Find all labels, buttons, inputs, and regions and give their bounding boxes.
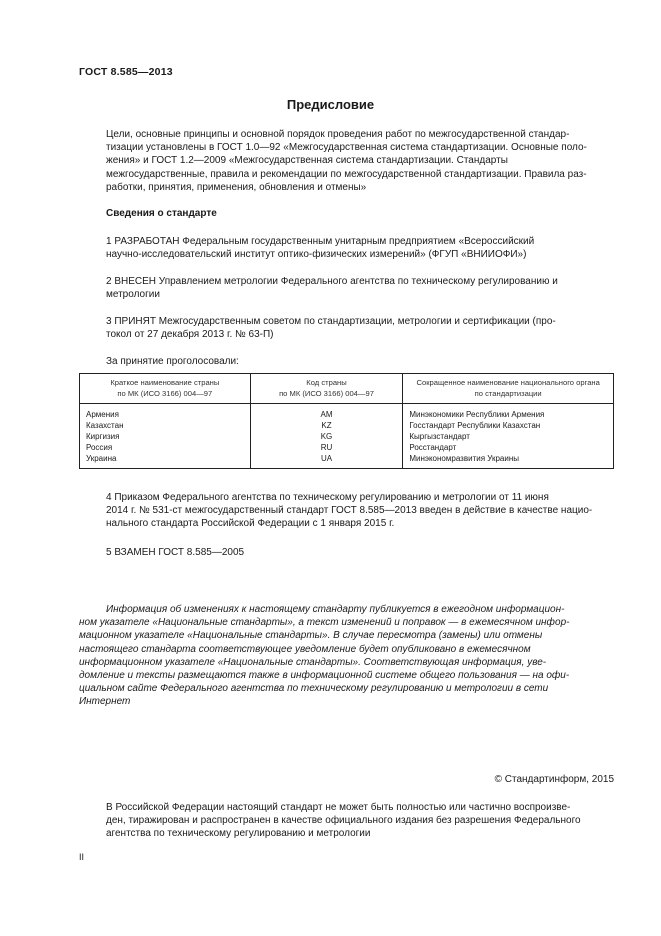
- voting-table: [79, 373, 614, 469]
- country-name: Киргизия: [86, 432, 120, 441]
- country-code: RU: [320, 443, 333, 452]
- page-title: Предисловие: [286, 97, 375, 112]
- table-row: [80, 404, 614, 469]
- intro-paragraph: [79, 128, 614, 194]
- standards-body: Кыргызстандарт: [409, 432, 470, 441]
- table-header-country: Краткое наименование страны по МК (ИСО 3166) 004—97: [80, 374, 251, 404]
- item-line: 3 ПРИНЯТ Межгосударственным советом по стандартизации, метрологии и сертификации (про-: [106, 316, 556, 327]
- country-name: Армения: [86, 410, 119, 419]
- body-column: [403, 404, 614, 469]
- country-name: Украина: [86, 454, 117, 463]
- info-line: Информация об изменениях к настоящему стандарту публикуется в ежегодном информацион-: [106, 604, 565, 615]
- item-line: нального стандарта Российской Федерации с 1 января 2015 г.: [106, 518, 395, 530]
- item-line: метрологии: [106, 289, 160, 301]
- standards-body: Росстандарт: [409, 443, 457, 452]
- info-notice: [79, 603, 614, 709]
- section-subheading: Сведения о стандарте: [106, 208, 217, 219]
- table-header-code: Код страны по МК (ИСО 3166) 004—97: [250, 374, 403, 404]
- item-line: токол от 27 декабря 2013 г. № 63-П): [106, 329, 274, 341]
- intro-line: жения» и ГОСТ 1.2—2009 «Межгосударственная система стандартизации. Стандарты: [106, 155, 508, 167]
- code-column: [250, 404, 403, 469]
- intro-line: Цели, основные принципы и основной порядок проведения работ по межгосударственной стандар-: [106, 129, 570, 140]
- country-name: Россия: [86, 443, 113, 452]
- info-line: домление и тексты размещаются также в информационной системе общего пользования — на офи-: [79, 670, 570, 682]
- table-header-body: Сокращенное наименование национального органа по стандартизации: [403, 374, 614, 404]
- item-line: научно-исследовательский институт оптико-физических измерений» (ФГУП «ВНИИОФИ»): [106, 249, 527, 261]
- country-code: AM: [320, 410, 333, 419]
- item-4-paragraph: [79, 491, 614, 531]
- item-line: 2 ВНЕСЕН Управлением метрологии Федерального агентства по техническому регулированию и: [106, 276, 558, 287]
- country-code: KZ: [321, 421, 332, 430]
- info-line: информационном указателе «Национальные стандарты». Соответствующая информация, уве-: [79, 656, 547, 668]
- rights-line: ден, тиражирован и распространен в качестве официального издания без разрешения Федерального: [106, 815, 581, 827]
- item-line: 4 Приказом Федерального агентства по техническому регулированию и метрологии от 11 июня: [106, 492, 549, 503]
- standards-body: Госстандарт Республики Казахстан: [409, 421, 541, 430]
- rights-line: агентства по техническому регулированию и метрологии: [106, 828, 371, 840]
- rights-notice: [79, 801, 614, 841]
- item-line: 1 РАЗРАБОТАН Федеральным государственным унитарным предприятием «Всероссийский: [106, 236, 535, 247]
- table-header-row: [80, 374, 614, 404]
- intro-line: тизации установлены в ГОСТ 1.0—92 «Межгосударственная система стандартизации. Основные поло-: [106, 142, 587, 154]
- info-line: ном указателе «Национальные стандарты», а текст изменений и поправок — в ежемесячном инфор-: [79, 617, 570, 629]
- info-line: мационном указателе «Национальные стандарты». В случае пересмотра (замены) или отмены: [79, 630, 543, 642]
- item-line: 2014 г. № 531-ст межгосударственный стандарт ГОСТ 8.585—2013 введен в действие в качестве нацио-: [106, 505, 593, 517]
- standards-body: Минэкономики Республики Армения: [409, 410, 545, 419]
- country-name: Казахстан: [86, 421, 124, 430]
- rights-line: В Российской Федерации настоящий стандарт не может быть полностью или частично воспроизве-: [106, 802, 571, 813]
- intro-line: межгосударственные, правила и рекомендации по межгосударственной стандартизации. Правила раз-: [106, 168, 587, 180]
- country-code: KG: [320, 432, 333, 441]
- item-1-paragraph: [79, 235, 614, 261]
- info-line: циальном сайте Федерального агентства по техническому регулированию и метрологии в сети: [79, 683, 549, 695]
- item-5-paragraph: 5 ВЗАМЕН ГОСТ 8.585—2005: [106, 547, 245, 558]
- document-id: ГОСТ 8.585—2013: [79, 66, 173, 78]
- country-code: UA: [320, 454, 333, 463]
- info-line: Интернет: [79, 696, 131, 708]
- item-3-paragraph: [79, 315, 614, 341]
- voted-label: За принятие проголосовали:: [106, 356, 239, 367]
- info-line: настоящего стандарта соответствующее уведомление будет опубликовано в ежемесячном: [79, 643, 531, 655]
- country-column: [80, 404, 251, 469]
- item-2-paragraph: [79, 275, 614, 301]
- page-number: II: [79, 852, 85, 862]
- copyright-notice: © Стандартинформ, 2015: [494, 774, 614, 785]
- intro-line: работки, принятия, применения, обновления и отмены»: [106, 181, 367, 193]
- standards-body: Минэкономразвития Украины: [409, 454, 520, 463]
